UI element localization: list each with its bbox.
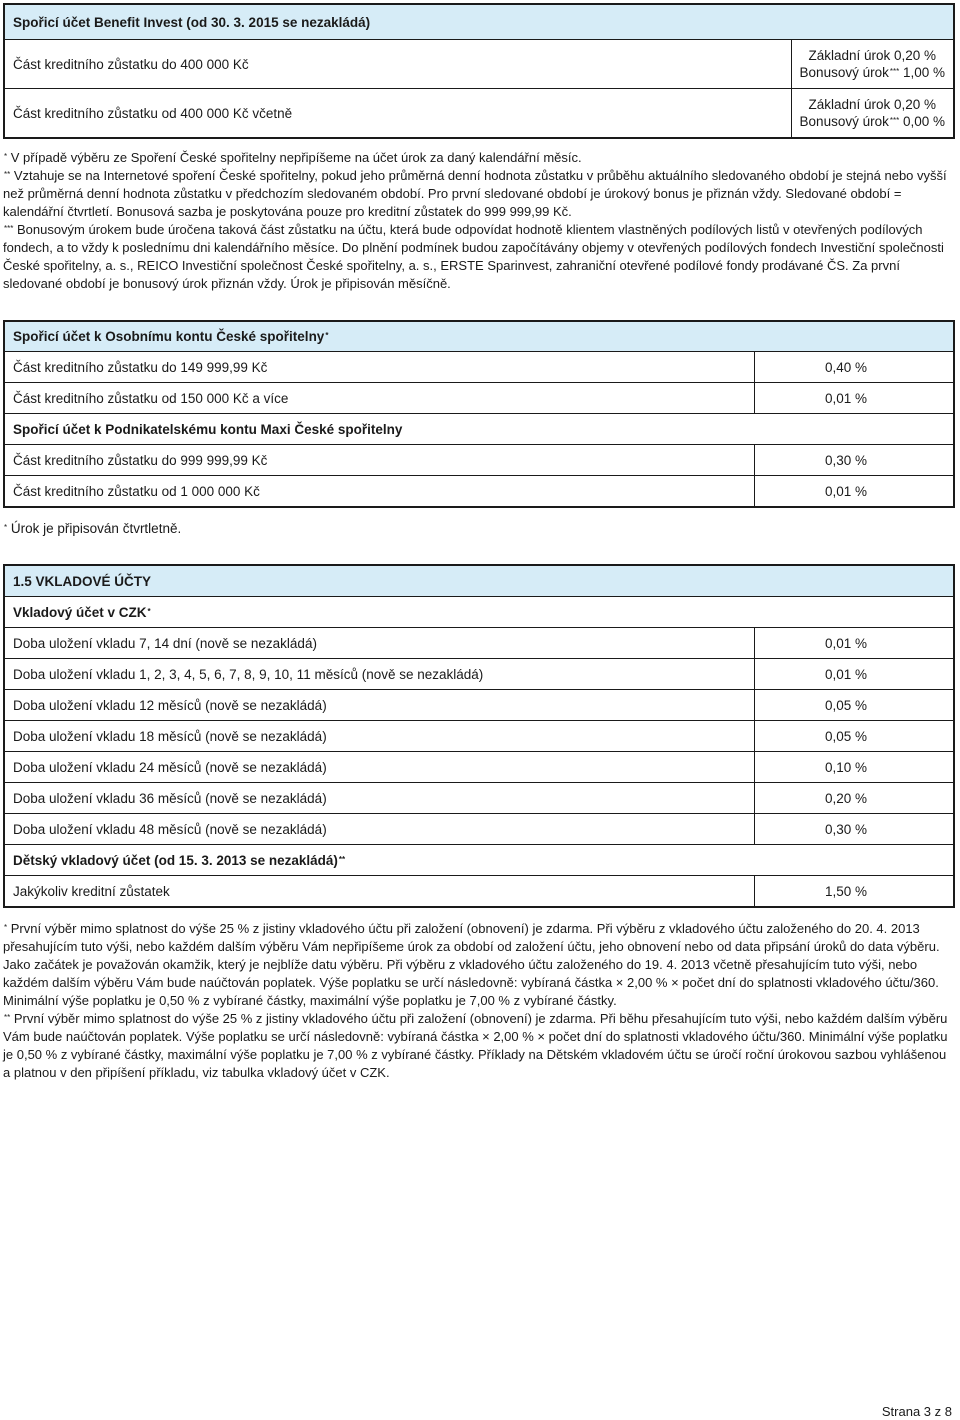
footnote: *** Bonusovým úrokem bude úročena taková část zůstatku na účtu, která bude odpovídat hodnotě klientem vlastněných podílových listů v otevřených podílových fondech, a to vždy k poslednímu dni kalendářního měsíce. Do plnění podmínek budou započítávány objemy v otevřených podílových fondech Investiční společnosti České spořitelny, a. s., REICO Investiční společnost České spořitelny, a. s., ERSTE Sparinvest, zahraniční otevřené podílové fondy prodávané ČS. Za první sledované období je bonusový úrok přiznán vždy. Úrok je připisován měsíčně. xyxy=(3,222,944,291)
section-title: 1.5 VKLADOVÉ ÚČTY xyxy=(4,565,954,597)
row-value: 1,50 % xyxy=(755,876,955,908)
table-row xyxy=(4,383,954,414)
table-header-row xyxy=(4,4,954,40)
row-label: Doba uložení vkladu 18 měsíců (nově se nezakládá) xyxy=(4,721,755,752)
row-label: Část kreditního zůstatku od 400 000 Kč včetně xyxy=(4,89,791,139)
table-row xyxy=(4,721,954,752)
row-value: 0,30 % xyxy=(755,814,955,845)
base-rate: Základní úrok 0,20 % xyxy=(808,48,937,63)
row-label: Doba uložení vkladu 24 měsíců (nově se nezakládá) xyxy=(4,752,755,783)
table-row xyxy=(4,445,954,476)
table-subheader-row xyxy=(4,845,954,876)
table-row xyxy=(4,690,954,721)
osobni-konto-table xyxy=(3,320,955,508)
table-header-row xyxy=(4,321,954,352)
row-value: 0,30 % xyxy=(755,445,955,476)
base-rate: Základní úrok 0,20 % xyxy=(808,97,937,112)
table-row xyxy=(4,89,954,139)
bonus-rate: Bonusový úrok*** 1,00 % xyxy=(799,65,945,80)
document-page xyxy=(3,3,955,1082)
footnote: * V případě výběru ze Spoření České spořitelny nepřipíšeme na účet úrok za daný kalendářní měsíc. xyxy=(4,150,582,165)
benefit-invest-table xyxy=(3,3,955,139)
table-row xyxy=(4,876,954,908)
footnote: ** První výběr mimo splatnost do výše 25 % z jistiny vkladového účtu při založení (obnovení) je zdarma. Při běhu přesahujícím tuto výši, nebo každém dalším výběru Vám bude naúčtován poplatek. Výše poplatku se určí následovně: vybíraná částka × 2,00 % × počet dní do splatnosti vkladového účtu/360. Minimální výše poplatku je 0,50 % z vybírané částky, maximální výše poplatku je 7,00 % z vybírané částky. Příklady na Dětském vkladovém účtu se úročí roční úrokovou sazbou vyhlášenou a platnou v den připíšení příkladu, viz tabulka vkladový účet v CZK. xyxy=(3,1011,948,1080)
table-row xyxy=(4,783,954,814)
table-row xyxy=(4,814,954,845)
row-value: 0,05 % xyxy=(755,721,955,752)
row-value: 0,20 % xyxy=(755,783,955,814)
footnote: * Úrok je připisován čtvrtletně. xyxy=(4,521,182,536)
row-value: 0,01 % xyxy=(755,476,955,508)
row-label: Doba uložení vkladu 1, 2, 3, 4, 5, 6, 7, 8, 9, 10, 11 měsíců (nově se nezakládá) xyxy=(4,659,755,690)
row-label: Doba uložení vkladu 7, 14 dní (nově se nezakládá) xyxy=(4,628,755,659)
child-account-title: Dětský vkladový účet (od 15. 3. 2013 se nezakládá)** xyxy=(4,845,954,876)
benefit-footnotes xyxy=(3,149,955,293)
row-label: Část kreditního zůstatku od 1 000 000 Kč xyxy=(4,476,755,508)
section-header-row xyxy=(4,565,954,597)
table-row xyxy=(4,628,954,659)
row-label: Jakýkoliv kreditní zůstatek xyxy=(4,876,755,908)
footnote: ** Vztahuje se na Internetové spoření České spořitelny, pokud jeho průměrná denní hodnota zůstatku v průběhu aktuálního sledovaného období je stejná nebo vyšší než průměrná denní hodnota zůstatku v předchozím sledovaném období. Pro první sledované období je úrokový bonus je přiznán vždy. Sledované období = kalendářní čtvrtletí. Bonusová sazba je poskytována pouze pro kreditní zůstatek do 999 999,99 Kč. xyxy=(3,168,947,219)
row-label: Část kreditního zůstatku od 150 000 Kč a více xyxy=(4,383,755,414)
row-value: 0,01 % xyxy=(755,628,955,659)
table-subheader-row xyxy=(4,597,954,628)
row-value: 0,01 % xyxy=(755,383,955,414)
table-row xyxy=(4,352,954,383)
row-label: Část kreditního zůstatku do 400 000 Kč xyxy=(4,40,791,89)
bonus-rate: Bonusový úrok*** 0,00 % xyxy=(799,114,945,129)
page-number: Strana 3 z 8 xyxy=(881,1404,952,1419)
table-row xyxy=(4,40,954,89)
row-label: Část kreditního zůstatku do 149 999,99 Kč xyxy=(4,352,755,383)
row-label: Doba uložení vkladu 48 měsíců (nově se nezakládá) xyxy=(4,814,755,845)
row-rate xyxy=(791,40,954,89)
row-label: Část kreditního zůstatku do 999 999,99 Kč xyxy=(4,445,755,476)
osobni-title: Spořicí účet k Osobnímu kontu České spořitelny* xyxy=(4,321,954,352)
vkladove-ucty-table xyxy=(3,564,955,908)
row-value: 0,40 % xyxy=(755,352,955,383)
row-value: 0,10 % xyxy=(755,752,955,783)
maxi-title: Spořicí účet k Podnikatelskému kontu Maxi České spořitelny xyxy=(4,414,954,445)
vklady-footnotes xyxy=(3,920,955,1082)
osobni-footnote xyxy=(3,520,955,538)
table-subheader-row xyxy=(4,414,954,445)
row-label: Doba uložení vkladu 36 měsíců (nově se nezakládá) xyxy=(4,783,755,814)
table-row xyxy=(4,659,954,690)
table-row xyxy=(4,752,954,783)
table-row xyxy=(4,476,954,508)
benefit-title: Spořicí účet Benefit Invest (od 30. 3. 2015 se nezakládá) xyxy=(4,4,954,40)
row-rate xyxy=(791,89,954,139)
footnote: * První výběr mimo splatnost do výše 25 % z jistiny vkladového účtu při založení (obnovení) je zdarma. Při výběru z vkladového účtu založeného do 20. 4. 2013 přesahujícím tuto výši, nebo každém dalším výběru Vám nepřipíšeme úrok za období od založení účtu, jeho obnovení nebo od data připsání úroků do data výběru. Jako začátek je považován okamžik, který je nejblíže datu výběru. Při výběru z vkladového účtu založeného do 19. 4. 2013 včetně přesahujícím tuto výši, nebo každém dalším výběru Vám bude naúčtován poplatek. Výše poplatku se určí následovně: vybíraná částka × 2,00 % × počet dní do splatnosti vkladového účtu/360. Minimální výše poplatku je 0,50 % z vybírané částky, maximální výše poplatku je 7,00 % z vybírané částky. xyxy=(3,921,940,1008)
row-value: 0,05 % xyxy=(755,690,955,721)
czk-title: Vkladový účet v CZK* xyxy=(4,597,954,628)
row-value: 0,01 % xyxy=(755,659,955,690)
row-label: Doba uložení vkladu 12 měsíců (nově se nezakládá) xyxy=(4,690,755,721)
